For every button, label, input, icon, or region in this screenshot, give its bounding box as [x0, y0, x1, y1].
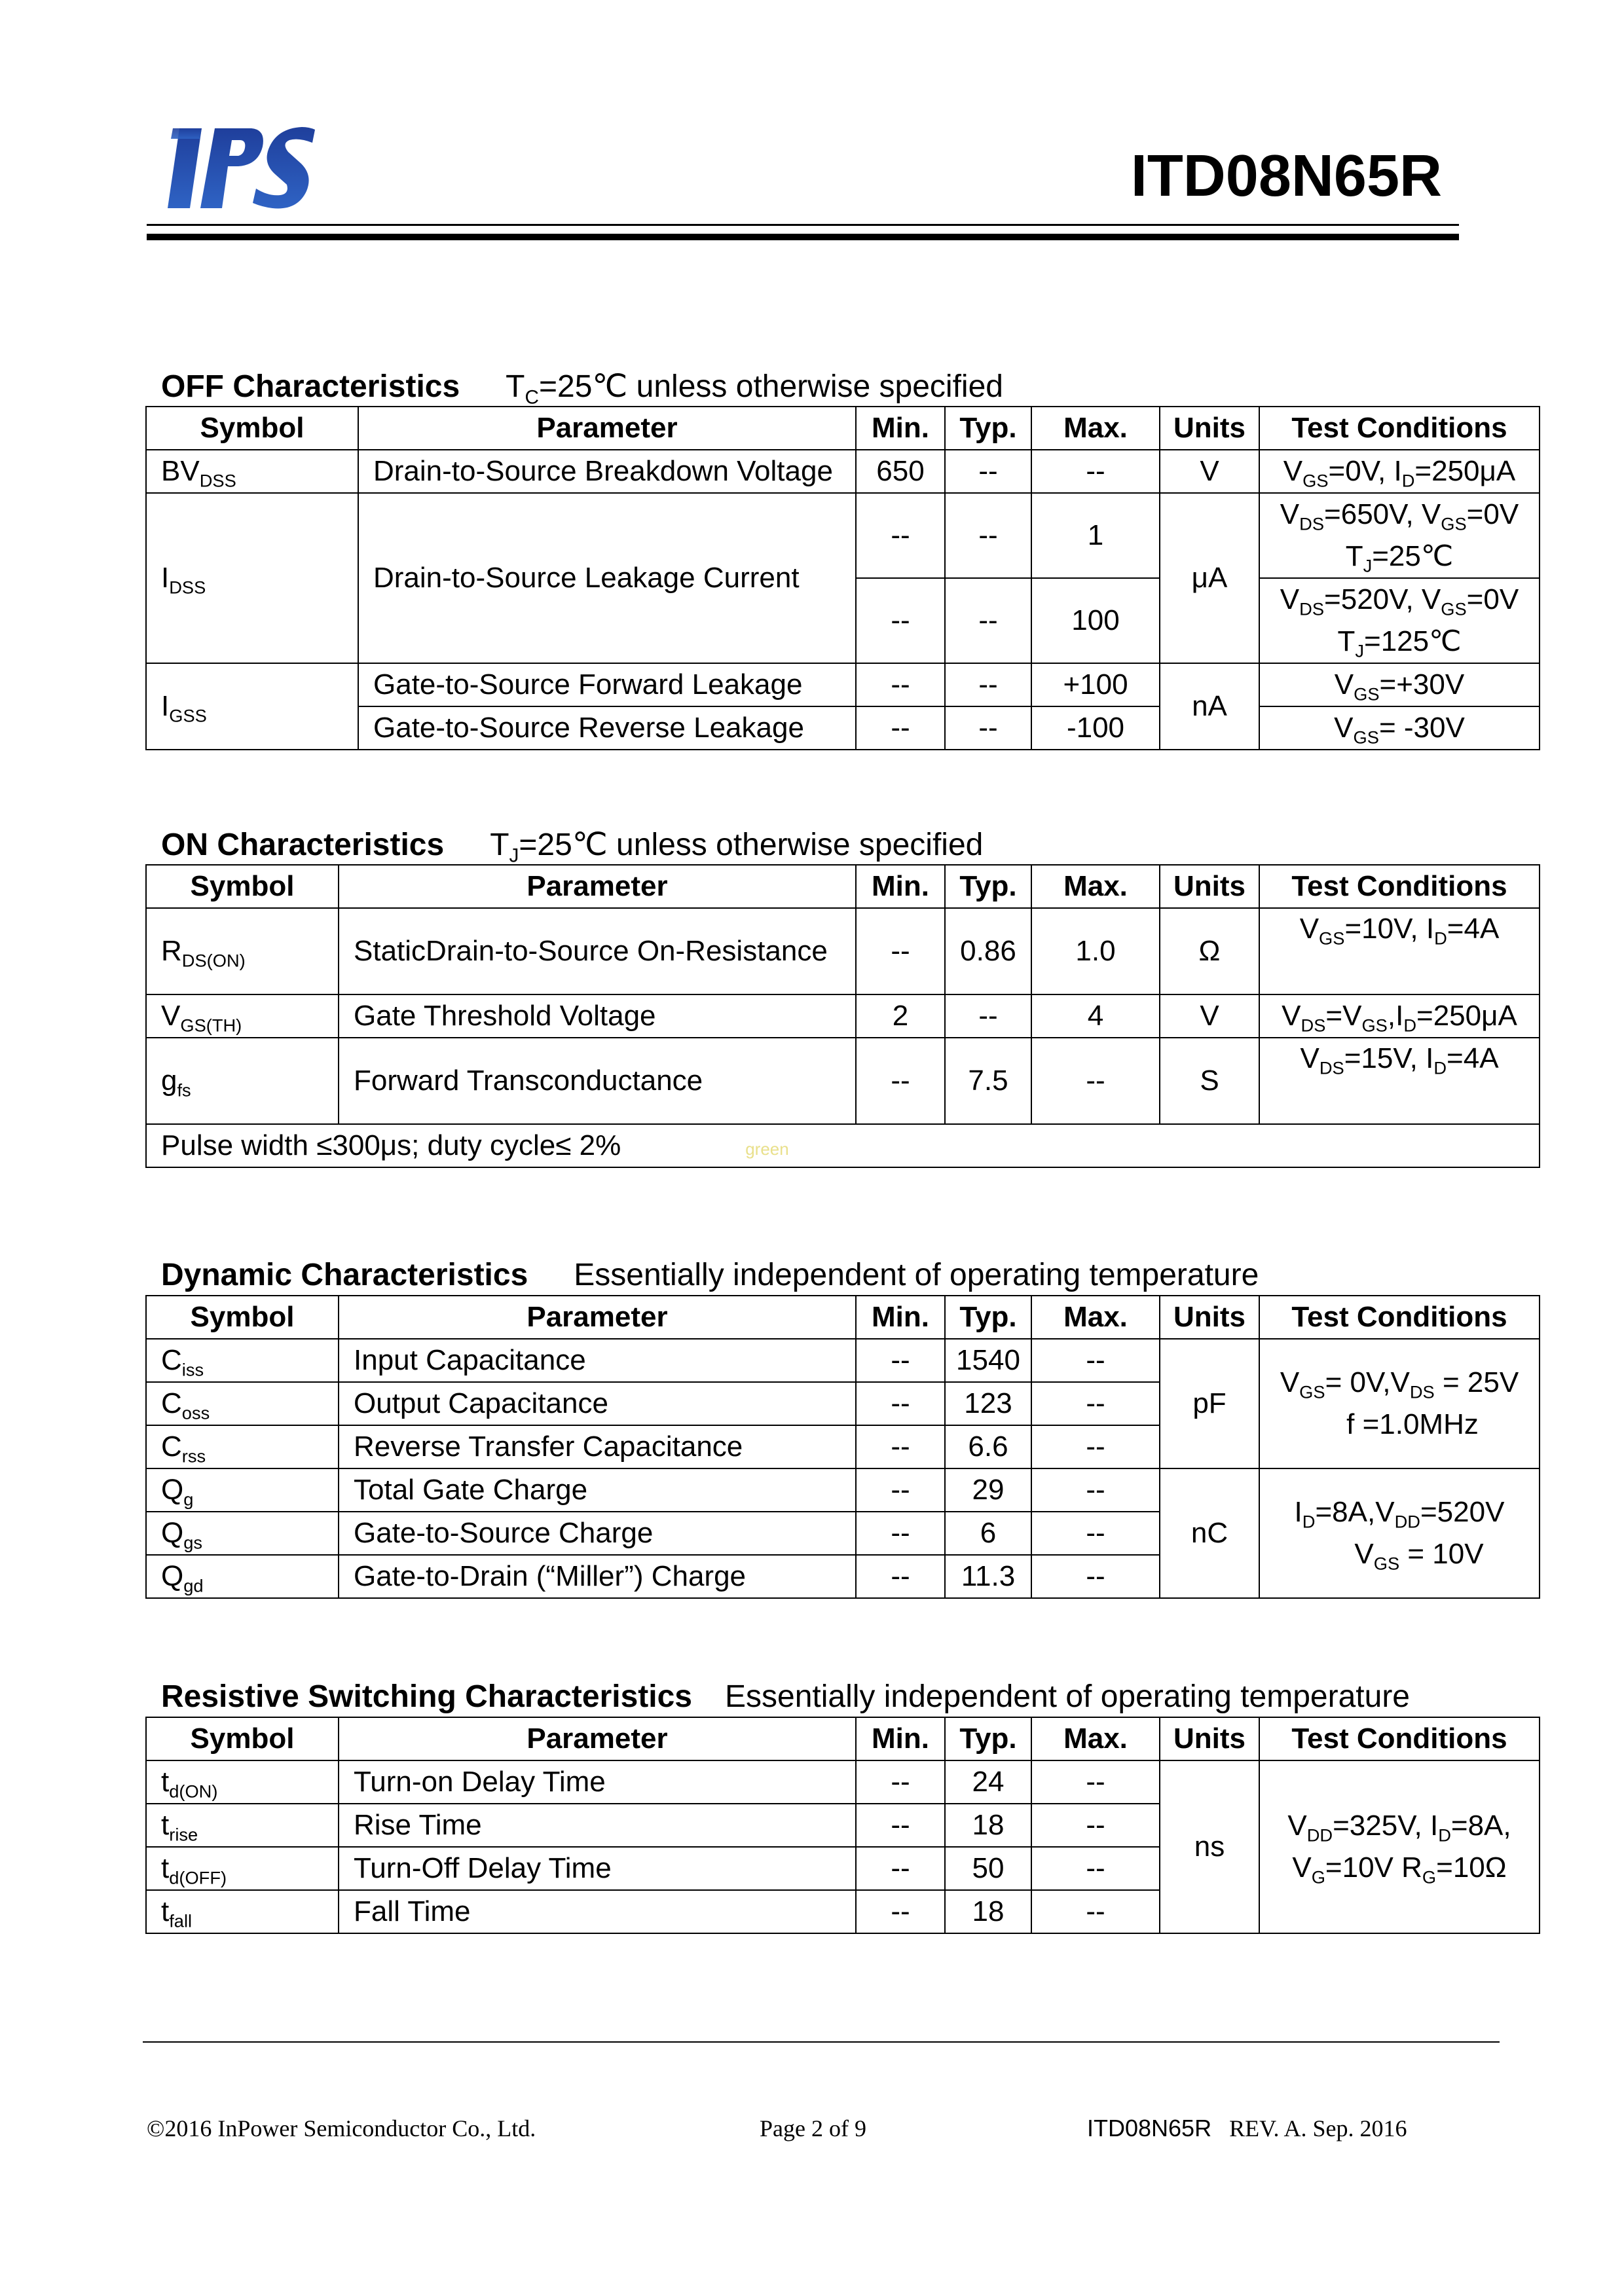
tc-line: [1265, 1491, 1534, 1533]
sym: V: [161, 1000, 181, 1032]
sym: C: [161, 1344, 182, 1376]
typ-cell: 6: [945, 1512, 1031, 1555]
table-row: [146, 1038, 1540, 1124]
tc-sub: G: [1311, 1867, 1325, 1887]
tc-line: [1265, 1362, 1534, 1404]
sym-sub: fall: [169, 1910, 193, 1931]
table-header-row: [146, 1296, 1540, 1339]
header-test-conditions: Test Conditions: [1259, 1296, 1540, 1339]
max-cell: --: [1031, 1890, 1160, 1933]
symbol-cell: [146, 493, 358, 663]
off-cond-rest: =25℃ unless otherwise specified: [539, 369, 1003, 404]
sym-sub: DS(ON): [181, 950, 246, 971]
test-condition-cell: [1259, 1468, 1540, 1598]
parameter-cell: Drain-to-Source Leakage Current: [358, 493, 856, 663]
on-condition: [490, 828, 984, 867]
tc: I: [1294, 1496, 1302, 1528]
header-parameter: Parameter: [339, 1296, 856, 1339]
max-cell: --: [1031, 1760, 1160, 1804]
symbol-cell: [146, 1847, 339, 1890]
test-condition-cell: [1259, 493, 1540, 578]
note-cell: [146, 1124, 1540, 1167]
tc-sub: GS: [1441, 513, 1467, 534]
max-cell: --: [1031, 1425, 1160, 1468]
sym-sub: d(OFF): [169, 1867, 227, 1888]
table-row: [146, 1468, 1540, 1512]
tc: V: [1334, 712, 1354, 744]
tc-line: [1265, 1805, 1534, 1847]
max-cell: --: [1031, 1468, 1160, 1512]
test-condition-cell: [1259, 663, 1540, 706]
tc-line: f =1.0MHz: [1346, 1408, 1479, 1440]
tc-sub: D: [1401, 470, 1415, 491]
tc-sub: GS: [1361, 1015, 1388, 1036]
table-header-row: [146, 407, 1540, 450]
max-cell: --: [1031, 1339, 1160, 1382]
tc: = 25V: [1434, 1366, 1519, 1398]
on-title: ON Characteristics: [161, 828, 445, 862]
max-cell: --: [1031, 1382, 1160, 1425]
sym-sub: fs: [177, 1080, 191, 1101]
tc-line: [1265, 621, 1534, 663]
unit-cell: V: [1160, 450, 1259, 493]
sym-sub: gd: [183, 1575, 204, 1596]
tc: =4A: [1447, 913, 1500, 945]
tc: V: [1282, 1000, 1301, 1032]
typ-cell: 123: [945, 1382, 1031, 1425]
min-cell: --: [856, 663, 945, 706]
min-cell: --: [856, 1038, 945, 1124]
tc: =4A: [1447, 1042, 1499, 1074]
parameter-cell: Reverse Transfer Capacitance: [339, 1425, 856, 1468]
tc: =125℃: [1364, 625, 1462, 657]
parameter-cell: Turn-on Delay Time: [339, 1760, 856, 1804]
symbol-cell: [146, 908, 339, 994]
header-symbol: Symbol: [146, 407, 358, 450]
sym: C: [161, 1430, 182, 1463]
unit-cell: S: [1160, 1038, 1259, 1124]
sym-sub: g: [183, 1489, 194, 1510]
unit-cell: Ω: [1160, 908, 1259, 994]
max-cell: 1: [1031, 493, 1160, 578]
min-cell: --: [856, 578, 945, 663]
tc: =0V: [1466, 583, 1519, 615]
sym: BV: [161, 455, 200, 487]
tc-sub: GS: [1373, 1553, 1400, 1574]
tc: =0V: [1466, 498, 1519, 530]
tc-sub: DS: [1299, 513, 1325, 534]
sym: C: [161, 1387, 182, 1419]
header-min: Min.: [856, 1296, 945, 1339]
parameter-cell: Gate-to-Source Forward Leakage: [358, 663, 856, 706]
test-condition-cell: [1259, 1038, 1540, 1124]
tc-sub: DS: [1409, 1381, 1435, 1402]
tc-sub: J: [1363, 555, 1373, 576]
sym: t: [161, 1766, 170, 1798]
header-units: Units: [1160, 1296, 1259, 1339]
tc: V: [1299, 913, 1320, 945]
parameter-cell: Gate Threshold Voltage: [339, 994, 856, 1038]
symbol-cell: [146, 1555, 339, 1598]
footer-copyright: ©2016 InPower Semiconductor Co., Ltd.: [147, 2115, 536, 2141]
sym: I: [161, 562, 170, 594]
table-header-row: [146, 1717, 1540, 1760]
parameter-cell: StaticDrain-to-Source On-Resistance: [339, 908, 856, 994]
header-test-conditions: Test Conditions: [1259, 1717, 1540, 1760]
test-condition-cell: [1259, 450, 1540, 493]
sym: I: [161, 690, 170, 722]
typ-cell: 24: [945, 1760, 1031, 1804]
switching-characteristics-table: [145, 1717, 1540, 1934]
off-characteristics-table: [145, 406, 1540, 750]
header-min: Min.: [856, 407, 945, 450]
tc: T: [1345, 540, 1363, 572]
max-cell: --: [1031, 1038, 1160, 1124]
max-cell: --: [1031, 1555, 1160, 1598]
parameter-cell: Gate-to-Source Reverse Leakage: [358, 706, 856, 750]
symbol-cell: [146, 1425, 339, 1468]
off-cond-sub: C: [525, 386, 539, 409]
parameter-cell: Forward Transconductance: [339, 1038, 856, 1124]
test-condition-cell: [1259, 706, 1540, 750]
on-characteristics-table: [145, 864, 1540, 1168]
dyn-condition: Essentially independent of operating temperature: [574, 1258, 1259, 1292]
tc: V: [1292, 1851, 1312, 1884]
on-cond-sub: J: [509, 845, 519, 867]
max-cell: --: [1031, 1804, 1160, 1847]
pulse-note: Pulse width ≤300μs; duty cycle≤ 2%: [161, 1129, 621, 1161]
tc: =15V, I: [1344, 1042, 1434, 1074]
tc-sub: D: [1302, 1511, 1316, 1532]
typ-cell: 1540: [945, 1339, 1031, 1382]
symbol-cell: [146, 1760, 339, 1804]
sym: R: [161, 935, 182, 967]
max-cell: --: [1031, 450, 1160, 493]
tc: ,I: [1387, 1000, 1404, 1032]
tc: T: [1337, 625, 1356, 657]
sym: t: [161, 1852, 170, 1884]
max-cell: --: [1031, 1847, 1160, 1890]
tc: =650V, V: [1324, 498, 1441, 530]
tc: =325V, I: [1333, 1810, 1439, 1842]
table-row: [146, 1760, 1540, 1804]
dyn-section-title: [161, 1257, 1259, 1293]
table-row: [146, 1339, 1540, 1382]
symbol-cell: [146, 994, 339, 1038]
tc-sub: GS: [1302, 470, 1329, 491]
tc-sub: GS: [1441, 598, 1467, 619]
dynamic-characteristics-table: [145, 1295, 1540, 1599]
tc-sub: GS: [1299, 1381, 1325, 1402]
symbol-cell: [146, 1890, 339, 1933]
typ-cell: 7.5: [945, 1038, 1031, 1124]
typ-cell: 11.3: [945, 1555, 1031, 1598]
tc: =V: [1325, 1000, 1362, 1032]
dyn-title: Dynamic Characteristics: [161, 1258, 528, 1292]
min-cell: --: [856, 1760, 945, 1804]
tc: V: [1283, 455, 1303, 487]
header-max: Max.: [1031, 407, 1160, 450]
header-parameter: Parameter: [358, 407, 856, 450]
tc-sub: J: [1355, 640, 1364, 661]
tc-sub: D: [1433, 1057, 1447, 1078]
symbol-cell: [146, 1468, 339, 1512]
min-cell: --: [856, 1847, 945, 1890]
parameter-cell: Rise Time: [339, 1804, 856, 1847]
footer-revision: [1087, 2115, 1407, 2142]
parameter-cell: Output Capacitance: [339, 1382, 856, 1425]
tc-line: [1265, 579, 1534, 621]
sym-sub: GSS: [169, 705, 207, 726]
parameter-cell: Turn-Off Delay Time: [339, 1847, 856, 1890]
header-rule: [147, 224, 1459, 226]
footer-rule: [143, 2041, 1500, 2043]
table-row: [146, 908, 1540, 994]
header-typ: Typ.: [945, 1717, 1031, 1760]
min-cell: --: [856, 1339, 945, 1382]
parameter-cell: Input Capacitance: [339, 1339, 856, 1382]
sym: g: [161, 1065, 177, 1097]
sym-sub: DSS: [169, 577, 206, 598]
typ-cell: 18: [945, 1804, 1031, 1847]
min-cell: 650: [856, 450, 945, 493]
faint-note: green: [745, 1139, 789, 1159]
min-cell: --: [856, 493, 945, 578]
table-row: [146, 663, 1540, 706]
header-typ: Typ.: [945, 1296, 1031, 1339]
tc-sub: DS: [1319, 1057, 1344, 1078]
tc: V: [1334, 668, 1354, 701]
header-units: Units: [1160, 1717, 1259, 1760]
sym-sub: DSS: [199, 470, 236, 491]
tc: V: [1280, 583, 1300, 615]
tc-sub: GS: [1354, 683, 1380, 704]
header-max: Max.: [1031, 1717, 1160, 1760]
tc: =10V, I: [1344, 913, 1435, 945]
on-cond-sym: T: [490, 828, 509, 862]
typ-cell: 0.86: [945, 908, 1031, 994]
table-row: [146, 493, 1540, 578]
symbol-cell: [146, 1339, 339, 1382]
sym: Q: [161, 1560, 184, 1592]
sym-sub: oss: [181, 1402, 210, 1423]
sw-condition: Essentially independent of operating temperature: [724, 1679, 1410, 1714]
max-cell: 4: [1031, 994, 1160, 1038]
test-condition-cell: [1259, 1339, 1540, 1468]
tc: =8A,: [1450, 1810, 1511, 1842]
header-symbol: Symbol: [146, 865, 339, 908]
header-max: Max.: [1031, 1296, 1160, 1339]
header-typ: Typ.: [945, 865, 1031, 908]
tc: V: [1300, 1042, 1320, 1074]
symbol-cell: [146, 1038, 339, 1124]
sw-title: Resistive Switching Characteristics: [161, 1679, 692, 1714]
sym: Q: [161, 1474, 184, 1506]
min-cell: --: [856, 1890, 945, 1933]
symbol-cell: [146, 450, 358, 493]
typ-cell: 29: [945, 1468, 1031, 1512]
tc-sub: G: [1422, 1867, 1437, 1887]
tc-sub: D: [1434, 928, 1447, 949]
unit-cell: pF: [1160, 1339, 1259, 1468]
tc-sub: GS: [1353, 727, 1379, 748]
tc-sub: D: [1438, 1825, 1451, 1846]
min-cell: 2: [856, 994, 945, 1038]
sym: t: [161, 1895, 170, 1927]
test-condition-cell: [1259, 578, 1540, 663]
parameter-cell: Gate-to-Source Charge: [339, 1512, 856, 1555]
tc-sub: GS: [1319, 928, 1345, 949]
unit-cell: μA: [1160, 493, 1259, 663]
company-logo: [168, 122, 318, 213]
sym-sub: rss: [181, 1446, 206, 1467]
table-row: [146, 450, 1540, 493]
header-max: Max.: [1031, 865, 1160, 908]
typ-cell: --: [945, 663, 1031, 706]
tc-line: [1265, 536, 1534, 577]
tc: = 10V: [1399, 1538, 1484, 1570]
header-units: Units: [1160, 407, 1259, 450]
footer-page-number: Page 2 of 9: [760, 2115, 866, 2141]
on-section-title: [161, 826, 984, 867]
tc: =10V R: [1325, 1851, 1422, 1884]
tc-line: [1265, 494, 1534, 536]
sym: Q: [161, 1517, 184, 1549]
max-cell: --: [1031, 1512, 1160, 1555]
tc: =250μA: [1414, 455, 1516, 487]
min-cell: --: [856, 1555, 945, 1598]
header-symbol: Symbol: [146, 1296, 339, 1339]
symbol-cell: [146, 1382, 339, 1425]
unit-cell: V: [1160, 994, 1259, 1038]
header-parameter: Parameter: [339, 1717, 856, 1760]
sw-section-title: [161, 1679, 1410, 1715]
symbol-cell: [146, 1804, 339, 1847]
tc-line: [1265, 1533, 1534, 1575]
min-cell: --: [856, 706, 945, 750]
min-cell: --: [856, 1382, 945, 1425]
tc: =0V, I: [1328, 455, 1402, 487]
sym-sub: d(ON): [169, 1781, 218, 1802]
tc-sub: DD: [1306, 1825, 1333, 1846]
symbol-cell: [146, 1512, 339, 1555]
header-parameter: Parameter: [339, 865, 856, 908]
tc: = -30V: [1378, 712, 1465, 744]
on-cond-rest: =25℃ unless otherwise specified: [519, 828, 984, 862]
test-condition-cell: [1259, 1760, 1540, 1933]
off-cond-sym: T: [506, 369, 525, 404]
tc: =520V, V: [1324, 583, 1441, 615]
header-min: Min.: [856, 865, 945, 908]
tc: =+30V: [1379, 668, 1465, 701]
typ-cell: --: [945, 994, 1031, 1038]
header-rule-thick: [147, 234, 1459, 240]
tc: V: [1280, 1366, 1300, 1398]
tc: V: [1287, 1810, 1307, 1842]
min-cell: --: [856, 1468, 945, 1512]
parameter-cell: Fall Time: [339, 1890, 856, 1933]
max-cell: 100: [1031, 578, 1160, 663]
header-test-conditions: Test Conditions: [1259, 407, 1540, 450]
header-min: Min.: [856, 1717, 945, 1760]
unit-cell: ns: [1160, 1760, 1259, 1933]
tc: V: [1280, 498, 1300, 530]
table-row: [146, 994, 1540, 1038]
part-number-title: ITD08N65R: [1130, 143, 1442, 209]
test-condition-cell: [1259, 994, 1540, 1038]
off-section-title: [161, 368, 1003, 409]
typ-cell: --: [945, 493, 1031, 578]
sym-sub: GS(TH): [180, 1015, 242, 1036]
off-title: OFF Characteristics: [161, 369, 460, 404]
tc: = 0V,V: [1325, 1366, 1410, 1398]
parameter-cell: Total Gate Charge: [339, 1468, 856, 1512]
footer-rev: REV. A. Sep. 2016: [1229, 2115, 1407, 2141]
parameter-cell: Gate-to-Drain (“Miller”) Charge: [339, 1555, 856, 1598]
sym-sub: rise: [169, 1824, 198, 1845]
tc: =250μA: [1416, 1000, 1517, 1032]
min-cell: --: [856, 1512, 945, 1555]
tc-sub: DD: [1394, 1511, 1420, 1532]
max-cell: -100: [1031, 706, 1160, 750]
sym-sub: gs: [183, 1532, 203, 1553]
typ-cell: 6.6: [945, 1425, 1031, 1468]
tc: V: [1354, 1538, 1374, 1570]
typ-cell: --: [945, 706, 1031, 750]
header-typ: Typ.: [945, 407, 1031, 450]
tc: =8A,V: [1315, 1496, 1395, 1528]
tc: =10Ω: [1436, 1851, 1507, 1884]
test-condition-cell: [1259, 908, 1540, 994]
min-cell: --: [856, 908, 945, 994]
max-cell: +100: [1031, 663, 1160, 706]
typ-cell: 50: [945, 1847, 1031, 1890]
header-symbol: Symbol: [146, 1717, 339, 1760]
table-row: [146, 1124, 1540, 1167]
tc: =520V: [1420, 1496, 1505, 1528]
parameter-cell: Drain-to-Source Breakdown Voltage: [358, 450, 856, 493]
unit-cell: nC: [1160, 1468, 1259, 1598]
header-units: Units: [1160, 865, 1259, 908]
tc-sub: D: [1403, 1015, 1417, 1036]
sym-sub: iss: [181, 1359, 204, 1380]
tc-sub: DS: [1301, 1015, 1326, 1036]
tc-line: [1265, 1847, 1534, 1889]
typ-cell: --: [945, 450, 1031, 493]
symbol-cell: [146, 663, 358, 750]
min-cell: --: [856, 1804, 945, 1847]
sym: t: [161, 1809, 170, 1841]
max-cell: 1.0: [1031, 908, 1160, 994]
header-test-conditions: Test Conditions: [1259, 865, 1540, 908]
min-cell: --: [856, 1425, 945, 1468]
tc: =25℃: [1372, 540, 1454, 572]
unit-cell: nA: [1160, 663, 1259, 750]
typ-cell: 18: [945, 1890, 1031, 1933]
footer-part: ITD08N65R: [1087, 2115, 1212, 2141]
table-header-row: [146, 865, 1540, 908]
tc-sub: DS: [1299, 598, 1325, 619]
typ-cell: --: [945, 578, 1031, 663]
off-condition: [506, 369, 1003, 409]
